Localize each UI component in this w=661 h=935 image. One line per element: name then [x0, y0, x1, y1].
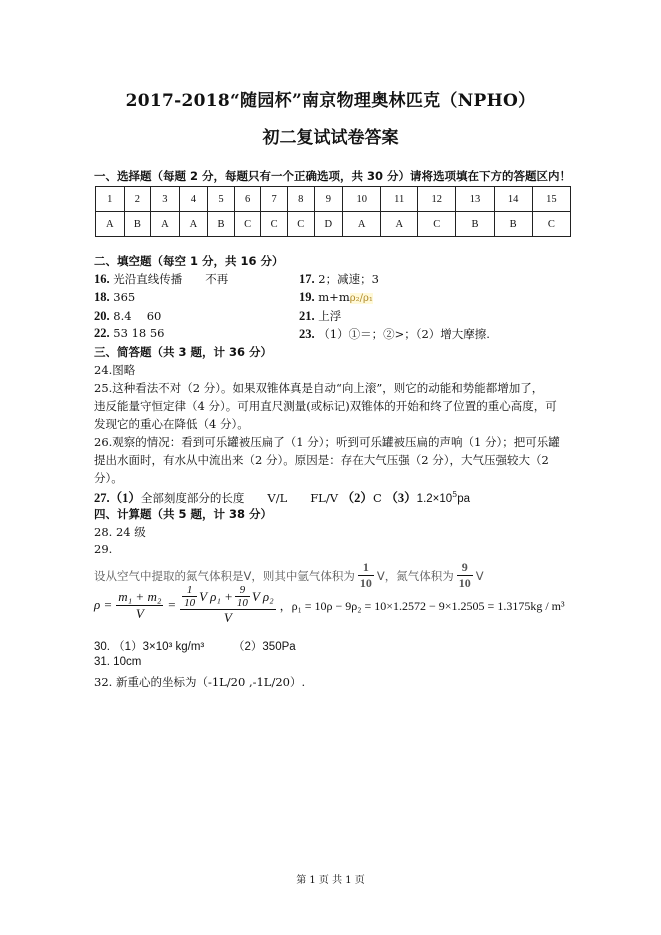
q26-line2: 提出水面时，有水从中流出来（2 分）。原因是：存在大气压强（2 分），大气压强较大（2	[94, 453, 549, 467]
q19-answer: m+m	[318, 290, 350, 304]
question-number-cell: 1	[96, 187, 125, 212]
q32: 32. 新重心的坐标为（-1L/20 ,-1L/20）.	[94, 675, 306, 689]
q27-part2: （2）	[341, 491, 373, 505]
big-fraction: $\frac{1}{10}$ V ρ₁ + $\frac{9}{10}$ V ρ₂ V	[180, 584, 275, 626]
q20-number: 20.	[94, 309, 110, 323]
q27-unit: pa	[457, 493, 471, 505]
q29-sentence-part-b: V，氮气体积为	[376, 568, 454, 583]
q29-formula	[94, 584, 565, 626]
q17	[299, 271, 379, 287]
q16-number: 16.	[94, 272, 110, 286]
q26-line3: 分）。	[94, 471, 123, 485]
q29-sentence-part-c: V	[475, 568, 484, 583]
answer-cell: C	[532, 212, 570, 237]
q26-line1: 26.观察的情况：看到可乐罐被压扁了（1 分）；听到可乐罐被压扁的声响（1 分）；把可乐罐	[94, 435, 560, 449]
document-title: 2017-2018“随园杯”南京物理奥林匹克（NPHO）	[125, 91, 536, 111]
section1-heading: 一、选择题（每题 2 分，每题只有一个正确选项，共 30 分）请将选项填在下方的答题区内！	[94, 169, 572, 183]
q30: 30. （1）3×10³ kg/m³ （2）350Pa	[94, 641, 296, 653]
question-number-cell: 10	[343, 187, 381, 212]
q17-answer: 2；减速；3	[318, 272, 379, 286]
q29-result: ，ρ₁ = 10ρ − 9ρ₂ = 10×1.2572 − 9×1.2505 = 1.3175kg / m³	[279, 598, 565, 613]
q25-line2: 违反能量守恒定律（4 分）。可用直尺测量(或标记)双锥体的开始和终了位置的重心高度，可	[94, 399, 557, 413]
answer-cell: C	[287, 212, 314, 237]
equals-sign: =	[167, 597, 177, 612]
q27-answer3: 1.2×10	[416, 493, 453, 505]
answer-table-number-row	[96, 187, 571, 212]
rho-lhs: ρ =	[94, 597, 113, 612]
answer-cell: A	[151, 212, 180, 237]
q16	[94, 271, 228, 287]
q29-number: 29.	[94, 542, 113, 556]
fraction-one-tenth: $\frac{1}{10}$	[359, 560, 372, 590]
q16-answer: 光沿直线传播 不再	[113, 272, 229, 286]
q23-answer: （1）①＝；②>；（2）增大摩擦.	[318, 327, 490, 341]
answer-table-answer-row	[96, 212, 571, 237]
q27-part1: （1）	[109, 491, 141, 505]
q27-answer1: 全部刻度部分的长度 V/L FL/V	[140, 491, 339, 505]
q23-number: 23.	[299, 327, 315, 341]
question-number-cell: 8	[287, 187, 314, 212]
q21-answer: 上浮	[318, 309, 342, 323]
q21	[299, 308, 341, 324]
question-number-cell: 4	[179, 187, 208, 212]
answer-cell: B	[494, 212, 532, 237]
q18	[94, 290, 135, 305]
answer-cell: A	[343, 212, 381, 237]
q25-line3: 发现它的重心在降低（4 分）。	[94, 417, 249, 431]
q22	[94, 326, 165, 341]
section2-heading: 二、填空题（每空 1 分，共 16 分）	[94, 254, 284, 268]
question-number-cell: 11	[381, 187, 418, 212]
question-number-cell: 5	[208, 187, 235, 212]
question-number-cell: 7	[261, 187, 288, 212]
question-number-cell: 14	[494, 187, 532, 212]
answer-cell: C	[261, 212, 288, 237]
q27-exponent: 5	[452, 490, 458, 500]
question-number-cell: 2	[124, 187, 151, 212]
q22-number: 22.	[94, 326, 110, 340]
question-number-cell: 12	[418, 187, 456, 212]
q25-line1: 25.这种看法不对（2 分）。如果双锥体真是自动“向上滚”，则它的动能和势能都增加了，	[94, 381, 544, 395]
q27-number: 27.	[94, 491, 110, 505]
answer-cell: A	[96, 212, 125, 237]
page-footer: 第 1 页 共 1 页	[296, 875, 365, 886]
q27-part3: （3）	[385, 491, 417, 505]
q21-number: 21.	[299, 309, 315, 323]
question-number-cell: 6	[234, 187, 261, 212]
answer-table	[95, 186, 571, 237]
document-subtitle: 初二复试试卷答案	[262, 128, 399, 148]
q19	[299, 290, 373, 305]
section4-heading: 四、计算题（共 5 题，计 38 分）	[94, 507, 273, 521]
q27-answer2: C	[372, 491, 382, 505]
q28: 28. 24 级	[94, 525, 146, 539]
q23	[299, 326, 490, 342]
answer-cell: A	[381, 212, 418, 237]
q20-answer: 8.4 60	[113, 309, 162, 323]
answer-cell: B	[456, 212, 494, 237]
q19-highlight: ρ₂/ρ₁	[349, 293, 373, 304]
section3-heading: 三、简答题（共 3 题，计 36 分）	[94, 345, 273, 359]
answer-cell: C	[234, 212, 261, 237]
question-number-cell: 13	[456, 187, 494, 212]
fraction-nine-tenths: $\frac{9}{10}$	[458, 560, 471, 590]
q17-number: 17.	[299, 272, 315, 286]
question-number-cell: 15	[532, 187, 570, 212]
q18-answer: 365	[113, 290, 136, 304]
q24: 24.图略	[94, 363, 136, 377]
q31: 31. 10cm	[94, 656, 142, 668]
question-number-cell: 9	[314, 187, 343, 212]
q22-answer: 53 18 56	[113, 326, 165, 340]
question-number-cell: 3	[151, 187, 180, 212]
q27	[94, 488, 470, 506]
answer-cell: D	[314, 212, 343, 237]
rho-fraction: $\frac{\text{m₁ + m₂}}{V}$	[118, 588, 162, 621]
q20	[94, 308, 161, 324]
answer-cell: B	[208, 212, 235, 237]
q18-number: 18.	[94, 290, 110, 304]
q29-sentence-part-a: 设从空气中提取的氮气体积是V，则其中氩气体积为	[94, 568, 355, 583]
answer-cell: A	[179, 212, 208, 237]
answer-cell: C	[418, 212, 456, 237]
answer-cell: B	[124, 212, 151, 237]
q19-number: 19.	[299, 290, 315, 304]
